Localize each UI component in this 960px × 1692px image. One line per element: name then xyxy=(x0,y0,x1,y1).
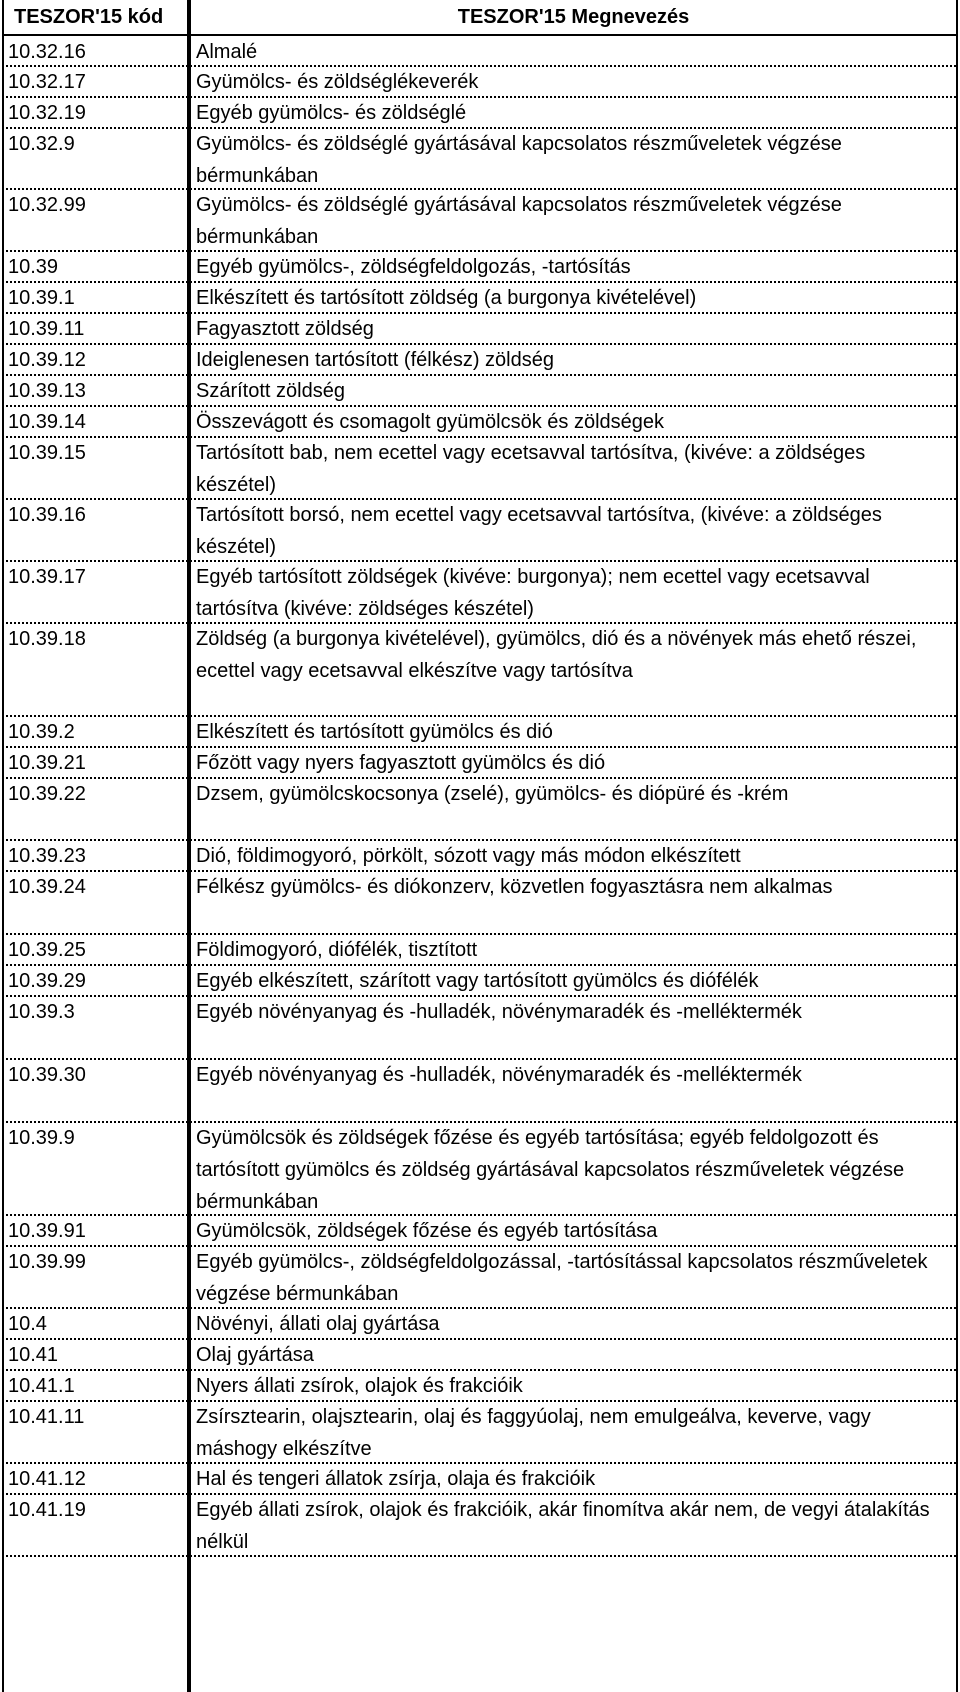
row-name: Almalé xyxy=(196,41,258,63)
table-row xyxy=(0,437,960,499)
row-code: 10.32.17 xyxy=(8,71,86,93)
row-code: 10.39.99 xyxy=(8,1251,86,1273)
table-row xyxy=(0,1463,960,1494)
table-row xyxy=(0,313,960,344)
row-code: 10.41 xyxy=(8,1344,59,1366)
table-row xyxy=(0,1215,960,1246)
row-name: Zsírsztearin, olajsztearin, olaj és faggyúolaj, nem emulgeálva, keverve, vagy máshogy elkészítve xyxy=(196,1406,871,1460)
table-row xyxy=(0,36,960,66)
table-row xyxy=(0,871,960,934)
row-code: 10.39.9 xyxy=(8,1127,75,1149)
table-row xyxy=(0,1059,960,1122)
row-name: Félkész gyümölcs- és diókonzerv, közvetlen fogyasztásra nem alkalmas xyxy=(196,876,833,898)
row-name: Fagyasztott zöldség xyxy=(196,318,374,340)
table-row xyxy=(0,499,960,561)
row-code: 10.39.13 xyxy=(8,380,86,402)
row-name: Elkészített és tartósított gyümölcs és dió xyxy=(196,721,553,743)
table-row xyxy=(0,97,960,128)
table-row xyxy=(0,747,960,778)
row-name: Egyéb növényanyag és -hulladék, növénymaradék és -melléktermék xyxy=(196,1064,802,1086)
row-code: 10.39.30 xyxy=(8,1064,86,1086)
row-name: Növényi, állati olaj gyártása xyxy=(196,1313,440,1335)
row-name: Elkészített és tartósított zöldség (a burgonya kivételével) xyxy=(196,287,697,309)
table-row xyxy=(0,778,960,840)
row-name: Egyéb tartósított zöldségek (kivéve: burgonya); nem ecettel vagy ecetsavval tartósítva (kivéve: zöldséges készétel) xyxy=(196,566,870,620)
row-code: 10.32.16 xyxy=(8,41,86,63)
row-name: Egyéb növényanyag és -hulladék, növénymaradék és -melléktermék xyxy=(196,1001,802,1023)
row-code: 10.39.14 xyxy=(8,411,86,433)
table-row xyxy=(0,965,960,996)
table-row xyxy=(0,1246,960,1308)
row-name: Hal és tengeri állatok zsírja, olaja és frakcióik xyxy=(196,1468,596,1490)
table-row xyxy=(0,623,960,716)
row-code: 10.39.22 xyxy=(8,783,86,805)
table-row xyxy=(0,996,960,1059)
row-code: 10.39 xyxy=(8,256,59,278)
row-name: Gyümölcsök, zöldségek főzése és egyéb tartósítása xyxy=(196,1220,658,1242)
table-row xyxy=(0,1339,960,1370)
row-code: 10.39.2 xyxy=(8,721,75,743)
row-code: 10.39.29 xyxy=(8,970,86,992)
row-code: 10.39.3 xyxy=(8,1001,75,1023)
row-name: Nyers állati zsírok, olajok és frakcióik xyxy=(196,1375,523,1397)
table-row xyxy=(0,282,960,313)
table-row xyxy=(0,375,960,406)
row-name: Tartósított borsó, nem ecettel vagy ecetsavval tartósítva, (kivéve: a zöldséges készétel) xyxy=(196,504,882,558)
row-code: 10.41.12 xyxy=(8,1468,86,1490)
row-name: Gyümölcs- és zöldséglé gyártásával kapcsolatos részműveletek végzése bérmunkában xyxy=(196,133,842,187)
row-name: Földimogyoró, diófélék, tisztított xyxy=(196,939,478,961)
header-name: TESZOR'15 Megnevezés xyxy=(457,6,690,28)
row-name: Ideiglenesen tartósított (félkész) zöldség xyxy=(196,349,554,371)
row-name: Szárított zöldség xyxy=(196,380,345,402)
row-code: 10.4 xyxy=(8,1313,47,1335)
row-code: 10.39.18 xyxy=(8,628,86,650)
row-name: Egyéb gyümölcs-, zöldségfeldolgozással, -tartósítással kapcsolatos részműveletek végzése bérmunkában xyxy=(196,1251,928,1305)
row-code: 10.32.19 xyxy=(8,102,86,124)
row-name: Gyümölcs- és zöldséglékeverék xyxy=(196,71,479,93)
row-name: Zöldség (a burgonya kivételével), gyümölcs, dió és a növények más ehető részei, ecettel vagy ecetsavval elkészítve vagy tartósítva xyxy=(196,628,917,682)
row-code: 10.39.23 xyxy=(8,845,86,867)
row-code: 10.41.1 xyxy=(8,1375,75,1397)
table-row xyxy=(0,716,960,747)
table-row xyxy=(0,66,960,97)
table-row xyxy=(0,1401,960,1463)
row-code: 10.39.15 xyxy=(8,442,86,464)
row-code: 10.39.17 xyxy=(8,566,86,588)
row-name: Egyéb elkészített, szárított vagy tartósított gyümölcs és diófélék xyxy=(196,970,759,992)
row-name: Dió, földimogyoró, pörkölt, sózott vagy más módon elkészített xyxy=(196,845,741,867)
row-separator xyxy=(6,1555,956,1557)
table-row xyxy=(0,189,960,251)
row-name: Egyéb állati zsírok, olajok és frakcióik, akár finomítva akár nem, de vegyi átalakítás nélkül xyxy=(196,1499,930,1553)
row-code: 10.39.11 xyxy=(8,318,85,340)
table-row xyxy=(0,344,960,375)
row-code: 10.41.11 xyxy=(8,1406,85,1428)
row-code: 10.39.1 xyxy=(8,287,75,309)
table-row xyxy=(0,934,960,965)
table-row xyxy=(0,406,960,437)
row-name: Összevágott és csomagolt gyümölcsök és zöldségek xyxy=(196,411,664,433)
header-code: TESZOR'15 kód xyxy=(14,6,164,28)
row-code: 10.39.24 xyxy=(8,876,86,898)
row-code: 10.39.12 xyxy=(8,349,86,371)
row-code: 10.32.9 xyxy=(8,133,75,155)
row-name: Tartósított bab, nem ecettel vagy ecetsavval tartósítva, (kivéve: a zöldséges készétel) xyxy=(196,442,866,496)
row-name: Egyéb gyümölcs-, zöldségfeldolgozás, -tartósítás xyxy=(196,256,631,278)
row-code: 10.39.21 xyxy=(8,752,86,774)
table-row xyxy=(0,1494,960,1556)
row-name: Egyéb gyümölcs- és zöldséglé xyxy=(196,102,467,124)
table-row xyxy=(0,251,960,282)
row-name: Gyümölcs- és zöldséglé gyártásával kapcsolatos részműveletek végzése bérmunkában xyxy=(196,194,842,248)
row-code: 10.32.99 xyxy=(8,194,86,216)
row-name: Dzsem, gyümölcskocsonya (zselé), gyümölcs- és diópüré és -krém xyxy=(196,783,789,805)
row-name: Olaj gyártása xyxy=(196,1344,314,1366)
row-code: 10.39.25 xyxy=(8,939,86,961)
table-row xyxy=(0,128,960,189)
table-row xyxy=(0,1122,960,1215)
table-row xyxy=(0,1370,960,1401)
table-row xyxy=(0,840,960,871)
row-code: 10.39.16 xyxy=(8,504,86,526)
row-code: 10.39.91 xyxy=(8,1220,86,1242)
row-code: 10.41.19 xyxy=(8,1499,86,1521)
table-row xyxy=(0,561,960,623)
row-name: Gyümölcsök és zöldségek főzése és egyéb tartósítása; egyéb feldolgozott és tartósított gyümölcs és zöldség gyártásával kapcsolatos részműveletek végzése bérmunkában xyxy=(196,1127,905,1213)
table-row xyxy=(0,1308,960,1339)
row-name: Főzött vagy nyers fagyasztott gyümölcs és dió xyxy=(196,752,606,774)
